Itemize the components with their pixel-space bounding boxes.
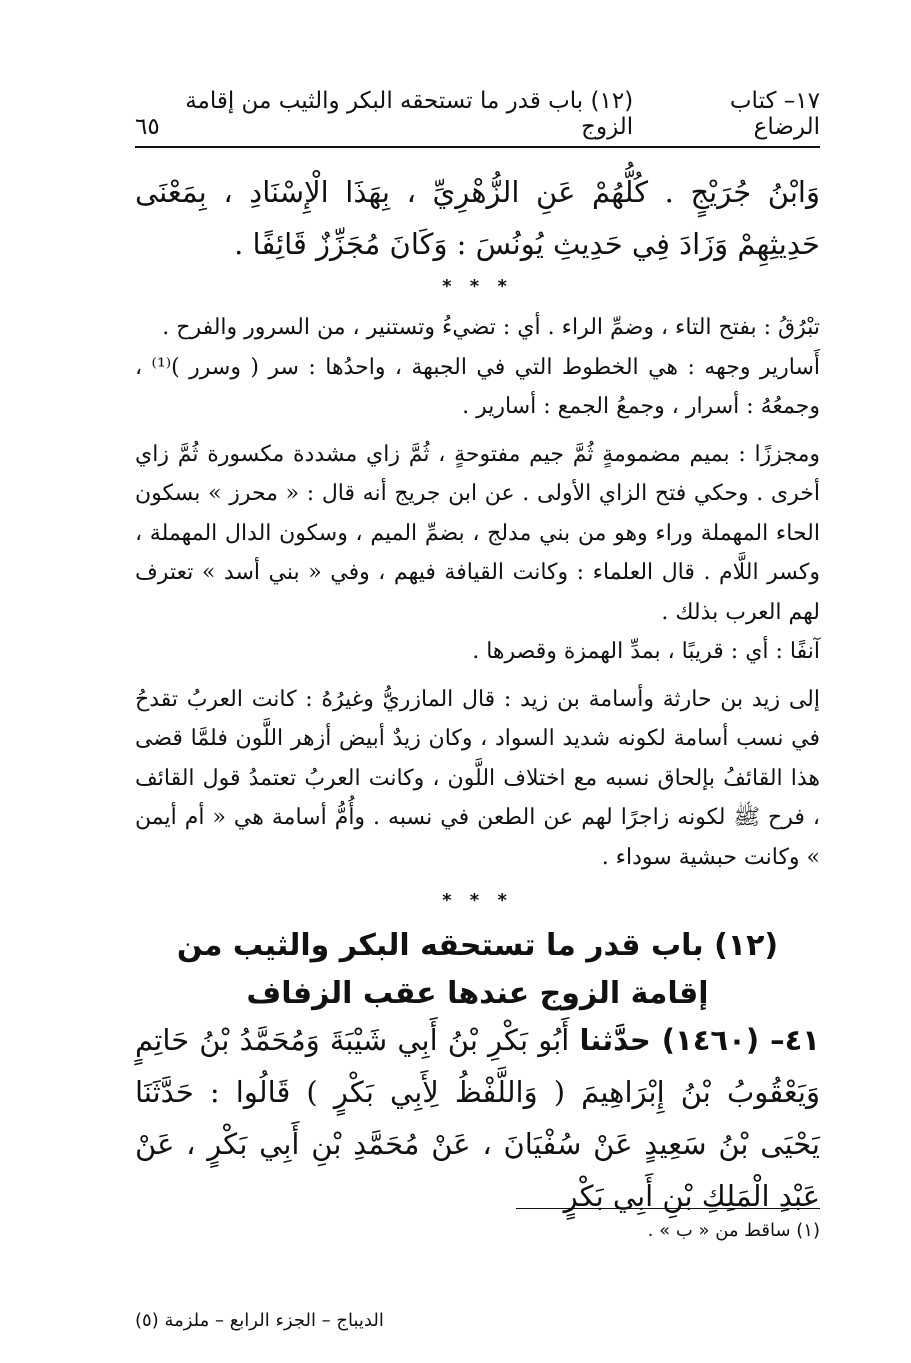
- commentary-paragraph: ومجززًا : بميم مضمومةٍ ثُمَّ جيم مفتوحةٍ ، ثُمَّ زاي مشددة مكسورة ثُمَّ زاي أخرى . وحكي فتح الزاي الأولى . عن ابن جريج أنه قال : « محرز » بسكون الحاء المهملة وراء وهو من بني مدلج ، بضمِّ الميم ، وسكون الدال المهملة ، وكسر اللَّام . قال العلماء : وكانت القيافة فيهم ، وفي « بني أسد » تعترف لهم العرب بذلك .: [135, 441, 820, 625]
- page-number: ٦٥: [135, 114, 160, 140]
- commentary-paragraph: آنفًا : أي : قريبًا ، بمدِّ الهمزة وقصرها .: [472, 639, 820, 664]
- header-rule: [135, 146, 820, 148]
- hadith-chain: أَبُو بَكْرِ بْنُ أَبِي شَيْبَةَ وَمُحَمَّدُ بْنُ حَاتِمٍ وَيَعْقُوبُ بْنُ إِبْرَاهِيمَ ( وَاللَّفْظُ لِأَبِي بَكْرٍ ) قَالُوا : حَدَّثَنَا يَحْيَى بْنُ سَعِيدٍ عَنْ سُفْيَانَ ، عَنْ مُحَمَّدِ بْنِ أَبِي بَكْرٍ ، عَنْ عَبْدِ الْمَلِكِ بْنِ أَبِي بَكْرٍ: [135, 1023, 820, 1213]
- hadith-continuation: وَابْنُ جُرَيْجٍ . كُلُّهُمْ عَنِ الزُّهْرِيِّ ، بِهَذَا الْإِسْنَادِ ، بِمَعْنَى حَدِيثِهِمْ وَزَادَ فِي حَدِيثِ يُونُسَ : وَكَانَ مُجَزِّزٌ قَائِفًا .: [135, 175, 820, 261]
- commentary-paragraph: إلى زيد بن حارثة وأسامة بن زيد : قال المازريُّ وغيرُهُ : كانت العربُ تقدحُ في نسب أسامة لكونه شديد السواد ، وكان زيدٌ أبيض أزهر اللَّون فلمَّا قضى هذا القائفُ بإلحاق نسبه مع اختلاف اللَّون ، وكانت العربُ تعتمدُ قول القائف ، فرح ﷺ لكونه زاجرًا لهم عن الطعن في نسبه . وأُمُّ أسامة هي « أم أيمن » وكانت حبشية سوداء .: [135, 686, 820, 870]
- chapter-title: (١٢) باب قدر ما تستحقه البكر والثيب من إقامة الزوج عندها عقب الزفاف: [176, 928, 779, 1011]
- commentary-paragraph: تبْرُقُ : بفتح التاء ، وضمِّ الراء . أي : تضيءُ وتستنير ، من السرور والفرح .: [162, 315, 820, 340]
- commentary-block: [135, 308, 820, 877]
- hadith-block: [135, 1014, 820, 1222]
- commentary-paragraph: أَسارير وجهه : هي الخطوط التي في الجبهة ، واحدُها : سر ( وسرر )⁽¹⁾ ، وجمعُهُ : أسرار ، وجمعُ الجمع : أسارير .: [135, 354, 820, 419]
- section-separator: * * *: [442, 276, 513, 297]
- section-separator-2: * * *: [442, 890, 513, 911]
- header-right-group: [160, 88, 820, 140]
- header-chapter-number: ١٧–: [783, 88, 820, 114]
- header-section-title: (١٢) باب قدر ما تستحقه البكر والثيب من إقامة الزوج: [185, 88, 634, 140]
- hadith-number: ٤١– (١٤٦٠) حدَّثنا: [579, 1023, 820, 1057]
- footer-signature: الديباج – الجزء الرابع – ملزمة (٥): [135, 1310, 384, 1331]
- header-book-title: [667, 88, 820, 140]
- footnote-rule: [516, 1208, 820, 1209]
- footnote: (١) ساقط من « ب » .: [647, 1220, 820, 1241]
- header-left-group: [135, 114, 160, 140]
- header-book-name: كتاب الرضاع: [729, 88, 820, 140]
- running-header: [135, 88, 820, 140]
